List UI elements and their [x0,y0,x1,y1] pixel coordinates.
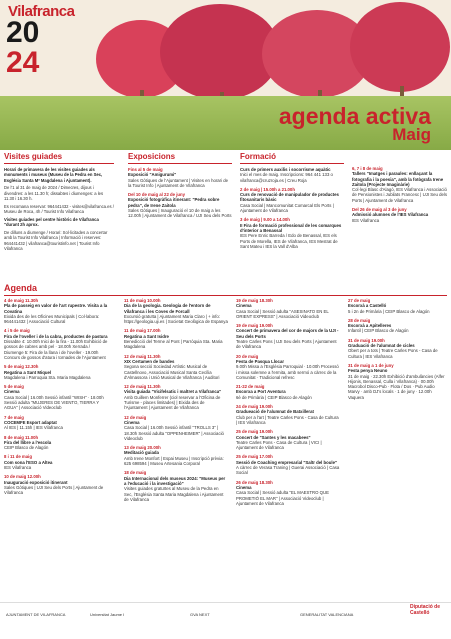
event-details: Teatre Carles Pons - Casa de Cultura | VICI | Ajuntament de Vilafranca [236,439,322,451]
event-date: 25 de maig 17.00h [236,454,273,460]
event-item [124,354,228,380]
event-item [348,318,447,334]
event-details: Visites guiades gratuïtes al Museu de la Pedra en Sec, l'Església Santa Maria Magdalena i Ajuntament de Vilafranca [124,486,224,502]
event-details: Segona secció Sociedad Artístic Musical de Castellnovo, Associació Musical Santa Cecília d'Almassora i Unió Musical de Vilafranca | Auditori [124,364,220,380]
event-item [236,429,340,450]
event-title: Tallers "Imatges i paraules: enllaçant la fotografia i la poesia", amb la fotògrafa Irene Zaitola (Projecte Imaginàrie) [352,171,444,187]
event-title: Cinema [124,419,140,425]
event-date: 4 de maig 11.30h [4,298,39,303]
event-title: Com sona l'ESO a Altea [4,459,53,465]
event-item [4,474,110,495]
event-item [352,207,447,223]
event-item [236,323,340,349]
event-details: Magdalena i Parroquia Sta. Maria Magdalena [4,374,91,380]
event-item [4,364,110,380]
event-details: Casa Social | Sessió adulta "ASESINATO EN EL ORIENT EXPRESS" | Associació Videoclub [236,308,329,319]
event-item [4,298,110,324]
event-details: Sales Gòtiques | Inauguració el 10 de maig a les 12.00h | Ajuntament de Vilafranca / UJI Seu dels Ports [128,208,232,219]
event-date: 28 de maig [348,317,371,323]
event-title: Festa penya Neuno [348,368,388,374]
section-heading: Formació [240,152,344,164]
event-details: 31 de maig · 22.30h Exhibició d'ambulàncies (Alfer Hijonis, Benassal, Culla i Vilafranca) · 00.00h Macrobol Disco-Pub · Flota / Dos · Pub Audio Marvy · amb DJ's locals · 1 de juny · 12.00h Vaquera [348,373,445,400]
event-date: 31 de maig 19.00h [348,337,385,343]
event-item [4,454,110,470]
logo-ajuntament: AJUNTAMENT DE VILAFRANCA [6,612,66,617]
event-title: Dia Internacional dels museus 2024: "Museus per a l'educació i la investigació" [124,475,226,486]
event-title: COCEMFE Esport adaptat [4,419,57,425]
event-details: Inici el mes de maig. Inscripcions: 964 441 133 o vilafranca@cruzroja.es | Creu Roja [240,172,333,183]
event-date: 19 de maig 18.30h [236,298,273,303]
event-title: Concert de "Santes y les macabees" [236,434,311,440]
event-date: 24 de maig 19.00h [236,404,273,410]
year-logo: 20 24 [6,16,40,79]
visites-paragraph: De dilluns a diumenge / Horari: Sol·licitades a concertar amb la Tourist Info Vilafranca | Informació i reserves: 964441432 | vilafranca@touristinfo.net | Tourist Info Vilafranca [4,229,108,251]
event-title: Curs de primers auxilis i socorrisme aquàtic [240,167,331,172]
agenda-column [236,298,340,598]
event-date: 10 de maig 12.00h [4,474,41,480]
event-item [4,328,110,360]
event-title: Regatina a Sant Isidre [124,333,169,339]
event-details: Amb Irene Monfort | Espai Museu | Inscripció prèvia: 625 698594 | Museu Artesania Corporal [124,455,224,467]
event-details: Casa Social | 16.00h Sessió infantil "WISH" · 18.00h Sessió adulta "MUJERES DE VIENTO, TIERRA Y AGUA" | Associació Videoclub [4,394,104,411]
event-item [124,328,228,349]
event-item [236,298,340,319]
event-details: Col·legi Blasc d'Alagó, IES Vilafranca i Associació de Pensionistes i Jubilats Francesc | UJI Seu dels Ports | Ajuntament de Vilafranca [352,187,447,203]
event-date: 13 de maig 20.00h [124,445,161,451]
event-details: 9.00h Missa a l'Església Parroquial · 10.00h Processó i missa solemne a l'ermita, amb sermó a càrrec de la Comunitat · Tradicional refresc [236,364,339,380]
event-item [4,384,110,410]
event-details: 6è de Primària | CEIP Blasco de Alagón [236,394,312,400]
footer [0,602,451,639]
event-title: Regatina a Sant Miquel [4,369,52,375]
event-details: Dissabte 4: 10.00h Inici de la fira - 11.00h Exhibició de gossos de cabres amb pel · 18.00h Xerrada / Diumenge 5: Fira de la llana i de l'oveller · 19.00h Concurs de gossos d'atura i tornades de l'Ajuntament [4,339,108,360]
event-date: 4 i 5 de maig [4,328,30,334]
event-title: Graduació de l'alumnat de cicles [348,343,415,349]
event-details: Benedicció del Terme al Pont | Parròquia Sta. Maria Magdalena [124,339,223,350]
event-title: Exposició "Amigurumi" [128,172,177,178]
event-details: Obert per a tots | Teatre Carles Pons - Casa de Cultura | IES Vilafranca [348,348,438,359]
event-details: Eixida des de les Oficines Municipals | Col·labora: 964441432 | Associació Cultural [4,313,100,325]
event-title: Pla de passeig en valor de l'art rupestre. Visita a la Covatina [4,303,108,314]
event-title: Dia de la geologia. Geologia de l'entorn de Vilafranca i les Coves de Forcall [124,303,211,314]
event-item [4,435,110,451]
event-date: 5 de maig 12.30h [4,364,39,370]
tree-illustration [350,2,450,92]
event-item [236,480,340,506]
event-item [236,384,340,400]
event-title: Cinema [236,484,252,490]
event-title: XIX Certamen de bandes [124,358,175,364]
event-date: 18 de maig [124,470,147,476]
event-item [348,363,447,400]
event-item [240,167,344,183]
logo-generalitat: GENERALITAT VALENCIANA [300,612,354,617]
event-date: 8 i 11 de maig [4,454,32,460]
event-item [240,187,344,213]
event-item [124,384,228,410]
event-details: Excursió gratuïta | Ajuntament Maria Claro | + info: https://geologia.uji.es | Societat Geològica de Espanya [124,313,228,325]
logo-uji: Universitat Jaume I [90,612,125,617]
event-title: Fira del llibre a l'escola [4,439,52,445]
event-item [124,470,228,502]
event-item [236,454,340,475]
event-title: Escorxà a Castelló [348,303,387,309]
event-date: 21-22 de maig [236,384,265,390]
event-date: 12 de maig 11.30h [124,353,161,359]
event-details: CEIP Blasco de Alagón [4,445,49,451]
event-item [128,167,232,188]
event-title: Cinema [236,303,252,309]
event-date: 11 de maig 10.00h [124,298,161,303]
agenda-column [348,298,447,598]
event-item [352,166,447,203]
header-banner [0,0,451,150]
event-details: IES Pere Enric Barreda / Edo de Benassal, IES els Ports de Morella, IES de Vilafranca, IES Mestrat de Sant Mateu i IES la Vall d'Alba [240,233,338,249]
event-details: Sales Gòtiques de l'Ajuntament | Visites en horari de la Tourist Info | Ajuntament de Vilafranca [128,177,229,188]
exposicions-section [128,152,232,287]
event-details: IES Vilafranca [4,465,32,471]
event-item [236,354,340,380]
event-title: Exposició fotogràfica itinerant: "Pedra sobre pedra", de Irene Zaitola [128,197,220,208]
visites-paragraph: Visites guiades pel centre històric de Vilafranca "durant 2h aprox. [4,216,99,228]
event-title: Admissió alumnes de l'IES Vilafranca [352,212,429,218]
section-heading: Exposicions [128,152,232,164]
event-date: 8 de maig 11.00h [4,434,39,440]
event-date: 6, 7 i 8 de maig [352,166,383,171]
event-item [240,217,344,249]
agenda-column [124,298,228,598]
event-details: Amb Guillem Monferrer (ciol reservar a l'Oficina de Turisme - places limitades) | Eixida des de l'Ajuntament | Ajuntament de Vilafranca [124,394,221,411]
event-date: 12 de maig [124,414,147,420]
event-date: 7 de maig [4,414,24,420]
event-title: Escorxà a Apitelleres [348,323,392,329]
visites-paragraph: De l'1 al 31 de maig de 2024 / Dimecres, dijous i divendres: a les 11.30 h; dissabtes i diumenges: a les 11.30 i 16.30 h. [4,185,104,201]
event-date: 26 de maig 18.30h [236,479,273,485]
event-details: A càrrec de Verasa Traning | Guerai Associació | Casa Social [236,465,340,476]
page-title: agenda activa [278,103,431,129]
page-subtitle: Maig [392,125,431,144]
formacio-section [240,152,344,287]
event-item [124,445,228,466]
agenda-heading: Agenda [4,283,38,293]
event-item [128,192,232,218]
event-date: 19 de maig 19.00h [236,323,273,329]
event-title: Gradueació de l'alumnat de Batxillerat [236,409,314,415]
event-details: Club per a l'art | Teatre Carles Pons - Casa de Cultura | IES Vilafranca [236,414,339,425]
event-title: Festa de Pasqua Llocar [236,358,285,364]
visites-section [4,152,114,287]
event-title: Visita guiada "Vicifelsatic i maltret a Vilafranca" [124,389,222,395]
visites-paragraph: Horari de primavera de les visites guiades als monuments i museus (Museu de la Pedra en Sec, Església Santa Mª Magdalena i Ajuntament). [4,167,103,183]
event-details: Casa Social | Mancomunitat Comarcal Els Ports | Ajuntament de Vilafranca [240,202,334,214]
agenda-column [4,298,110,598]
event-item [348,298,447,314]
event-date: Fins al 5 de maig [128,167,163,172]
event-details: Teatre Carles Pons | UJI Seu dels Ports | Ajuntament de Vilafranca [236,339,337,350]
event-item [348,338,447,359]
city-name: Vilafranca [8,3,75,20]
logo-diputacio: Diputació de Castelló [410,604,441,616]
event-title: Cinema [4,389,20,395]
event-item [4,415,110,431]
event-details: IES Vilafranca [352,217,380,223]
event-details: Infantil | CEIP Blasco de Alagón [348,328,409,334]
event-details: Casa Social | 16.00h Sessió infantil "TROLLS 3" | 18.30h Sessió adulta "OPPENHEIMER" | Associació Videoclub [124,425,224,441]
event-title: Fira de l'oveller i de la cabra, productes de pastura [4,333,108,339]
formacio-extra [352,152,447,287]
event-details: 5 i 2n de Primària | CEIP Blasco de Alagón [348,308,430,314]
event-date: 5 de maig [4,384,24,390]
event-title: Sessió de Coaching empresarial "Saltr del boule" [236,459,338,465]
visites-paragraph: Es recomana reservar: 964441432 - visites@vilafranca.es / Museu de Roca, 4h / Tourist Info Vilafranca [4,203,114,215]
event-date: 2 de maig | 15.00h a 21.00h [240,186,295,192]
event-details: Casa Social | Sessió adulta "EL MAESTRO QUE PROMETIÓ EL MAR" | Associació Videoclub | Ajuntament de Vilafranca [236,490,329,506]
event-date: 3 de maig | 9.00 a 14.00h [240,217,290,223]
event-title: Concert de primavera del cor de majors de la UJI - Seu dels Ports [236,328,339,339]
event-date: 20 de maig [236,353,259,359]
event-date: Del 26 de maig al 3 de juny [352,207,407,213]
event-title: Escorxa a Port Aventura [236,389,286,395]
event-date: 31 de maig a 1 de juny [348,362,394,368]
event-date: 11 de maig 17.00h [124,328,161,334]
logo-gva-next: GVA NEXT [190,612,210,617]
event-item [124,415,228,441]
event-details: Sales Gòtiques | UJI Seu dels Ports | Ajuntament de Vilafranca [4,484,104,496]
event-title: Curs de renovació de manipulador de productes fitosanitaris bàsic [240,192,339,203]
event-date: 25 de maig 19.00h [236,429,273,435]
event-title: Inauguració exposició itinerant [4,479,68,485]
event-date: Del 10 de maig al 22 de juny [128,192,186,198]
event-details: Al IES | 11.15h | IES Vilafranca [4,425,63,431]
event-date: 12 de maig 11.30h [124,384,161,390]
event-item [124,298,228,324]
event-date: 27 de maig [348,298,371,303]
event-title: II Fira de formació professional de les comarques d'interior a Benassal [240,222,342,233]
event-title: Meditació guiada [124,450,159,456]
event-item [236,404,340,425]
section-heading: Visites guiades [4,152,114,164]
